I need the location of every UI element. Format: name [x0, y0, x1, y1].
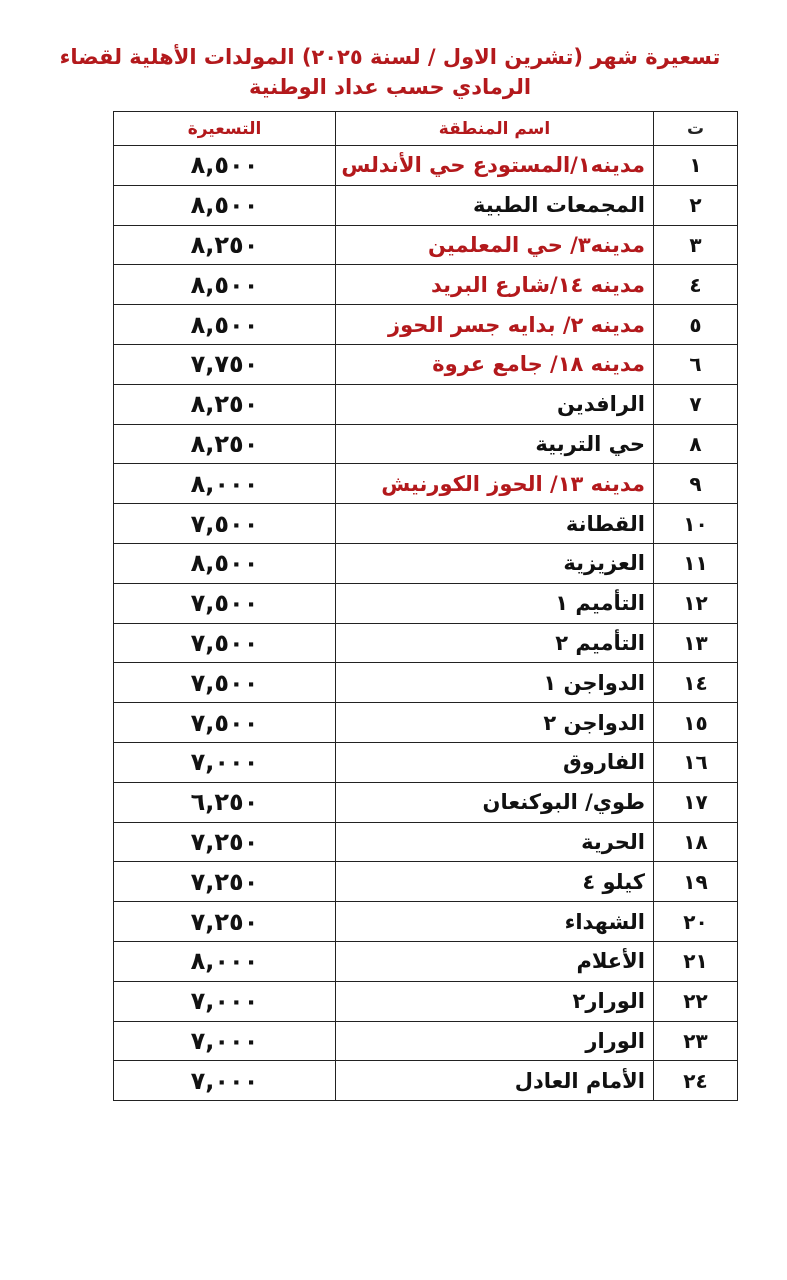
row-price: ٧,٢٥٠	[114, 862, 336, 902]
row-area-name: مدينه ١٣/ الحوز الكورنيش	[336, 464, 654, 504]
row-price: ٧,٠٠٠	[114, 981, 336, 1021]
row-price: ٨,٢٥٠	[114, 384, 336, 424]
row-index: ٧	[654, 384, 738, 424]
row-price: ٧,٥٠٠	[114, 623, 336, 663]
row-area-name: الفاروق	[336, 742, 654, 782]
row-index: ١٣	[654, 623, 738, 663]
row-area-name: الدواجن ١	[336, 663, 654, 703]
header-index: ت	[654, 112, 738, 146]
table-row	[114, 623, 738, 663]
price-table	[113, 111, 738, 1101]
row-price: ٨,٥٠٠	[114, 265, 336, 305]
row-area-name: طوي/ البوكنعان	[336, 782, 654, 822]
table-row	[114, 543, 738, 583]
row-price: ٧,٢٥٠	[114, 902, 336, 942]
row-index: ١٨	[654, 822, 738, 862]
row-area-name: الحرية	[336, 822, 654, 862]
row-price: ٧,٥٠٠	[114, 703, 336, 743]
row-index: ٢٤	[654, 1061, 738, 1101]
table-row	[114, 424, 738, 464]
row-area-name: كيلو ٤	[336, 862, 654, 902]
table-row	[114, 742, 738, 782]
row-index: ٢١	[654, 941, 738, 981]
table-row	[114, 663, 738, 703]
document-title: تسعيرة شهر (تشرين الاول / لسنة ٢٠٢٥) المولدات الأهلية لقضاء	[59, 45, 721, 69]
table-row	[114, 225, 738, 265]
table-row	[114, 305, 738, 345]
row-price: ٨,٥٠٠	[114, 185, 336, 225]
row-price: ٧,٥٠٠	[114, 583, 336, 623]
table-row	[114, 941, 738, 981]
row-price: ٧,٠٠٠	[114, 742, 336, 782]
table-row	[114, 902, 738, 942]
document-subtitle: الرمادي حسب عداد الوطنية	[248, 75, 532, 99]
row-area-name: الورار٢	[336, 981, 654, 1021]
table-row	[114, 822, 738, 862]
row-price: ٧,٢٥٠	[114, 822, 336, 862]
row-index: ١٧	[654, 782, 738, 822]
row-price: ٨,٠٠٠	[114, 464, 336, 504]
row-area-name: الدواجن ٢	[336, 703, 654, 743]
table-row	[114, 146, 738, 186]
row-area-name: الورار	[336, 1021, 654, 1061]
row-price: ٨,٥٠٠	[114, 543, 336, 583]
row-price: ٨,٥٠٠	[114, 305, 336, 345]
row-area-name: التأميم ١	[336, 583, 654, 623]
row-index: ٥	[654, 305, 738, 345]
row-price: ٨,٢٥٠	[114, 225, 336, 265]
row-price: ٨,٢٥٠	[114, 424, 336, 464]
table-row	[114, 703, 738, 743]
row-area-name: مدينه ٢/ بدايه جسر الحوز	[336, 305, 654, 345]
row-index: ١٦	[654, 742, 738, 782]
row-index: ١١	[654, 543, 738, 583]
table-header-row	[114, 112, 738, 146]
table-row	[114, 782, 738, 822]
row-index: ٣	[654, 225, 738, 265]
row-index: ١٩	[654, 862, 738, 902]
header-price: التسعيرة	[114, 112, 336, 146]
row-index: ١	[654, 146, 738, 186]
row-price: ٧,٠٠٠	[114, 1061, 336, 1101]
row-price: ٧,٥٠٠	[114, 504, 336, 544]
row-area-name: مدينه ١٤/شارع البريد	[336, 265, 654, 305]
row-area-name: حي التربية	[336, 424, 654, 464]
table-row	[114, 862, 738, 902]
row-price: ٧,٧٥٠	[114, 344, 336, 384]
table-row	[114, 464, 738, 504]
table-row	[114, 504, 738, 544]
row-area-name: العزيزية	[336, 543, 654, 583]
row-price: ٨,٠٠٠	[114, 941, 336, 981]
row-index: ١٠	[654, 504, 738, 544]
row-index: ٤	[654, 265, 738, 305]
table-row	[114, 384, 738, 424]
table-row	[114, 344, 738, 384]
row-index: ٢	[654, 185, 738, 225]
row-area-name: المجمعات الطبية	[336, 185, 654, 225]
row-area-name: التأميم ٢	[336, 623, 654, 663]
row-price: ٧,٠٠٠	[114, 1021, 336, 1061]
row-area-name: الرافدين	[336, 384, 654, 424]
table-row	[114, 981, 738, 1021]
row-index: ١٤	[654, 663, 738, 703]
row-index: ٩	[654, 464, 738, 504]
table-row	[114, 1061, 738, 1101]
table-body	[114, 146, 738, 1101]
row-area-name: الشهداء	[336, 902, 654, 942]
table-row	[114, 185, 738, 225]
row-index: ٨	[654, 424, 738, 464]
row-index: ٦	[654, 344, 738, 384]
row-area-name: القطانة	[336, 504, 654, 544]
row-index: ١٥	[654, 703, 738, 743]
row-area-name: مدينه٣/ حي المعلمين	[336, 225, 654, 265]
row-index: ٢٠	[654, 902, 738, 942]
header-area-name: اسم المنطقة	[336, 112, 654, 146]
row-area-name: مدينه١/المستودع حي الأندلس	[336, 146, 654, 186]
table-row	[114, 583, 738, 623]
row-price: ٧,٥٠٠	[114, 663, 336, 703]
row-area-name: مدينه ١٨/ جامع عروة	[336, 344, 654, 384]
row-area-name: الأمام العادل	[336, 1061, 654, 1101]
row-price: ٦,٢٥٠	[114, 782, 336, 822]
row-index: ٢٣	[654, 1021, 738, 1061]
row-price: ٨,٥٠٠	[114, 146, 336, 186]
row-index: ٢٢	[654, 981, 738, 1021]
row-index: ١٢	[654, 583, 738, 623]
table-row	[114, 1021, 738, 1061]
table-row	[114, 265, 738, 305]
row-area-name: الأعلام	[336, 941, 654, 981]
